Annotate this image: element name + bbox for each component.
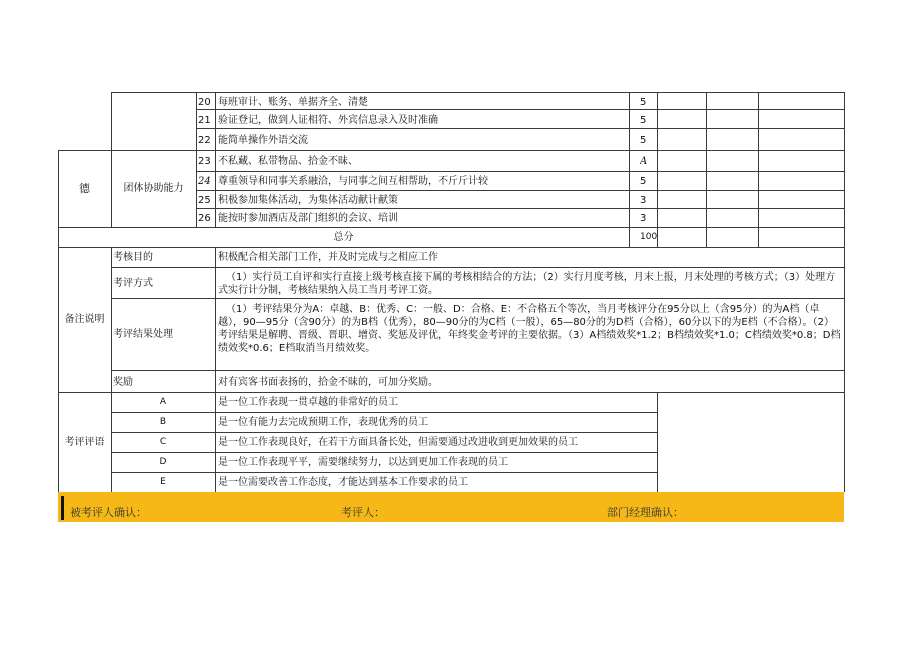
grid-line [657,392,658,492]
section-label-de: 德 [79,182,90,195]
item-description: 每班审计、账务、单据齐全、清楚 [218,96,368,108]
item-description: 积极参加集体活动，为集体活动献计献策 [218,194,398,206]
grade-letter: B [159,417,167,427]
grid-line [58,247,844,248]
grade-description: 是一位需要改善工作态度，才能达到基本工作要求的员工 [218,477,468,488]
grid-line [629,92,630,247]
grade-description: 是一位工作表现良好，在若干方面具备长处，但需要通过改进收到更加效果的员工 [218,437,578,448]
grade-letter: C [159,437,167,447]
appraisal-form-table [58,92,844,522]
item-description: 不私藏、私带物品、拾金不昧、 [218,155,358,167]
item-number: 25 [198,194,211,206]
item-number: 23 [198,155,211,167]
grade-description: 是一位工作表现平平，需要继续努力，以达到更加工作表现的员工 [218,457,508,468]
item-number: 24 [198,175,211,187]
grid-line [111,92,844,93]
grades-label: 考评评语 [64,436,105,448]
appraiser-label: 考评人： [341,506,385,519]
item-score: 3 [640,194,647,206]
grid-line [196,190,844,191]
item-number: 21 [198,114,211,126]
grid-line [196,109,844,110]
confirmation-footer [58,492,844,522]
purpose-label: 考核目的 [113,252,153,263]
reward-text: 对有宾客书面表扬的，拾金不昧的，可加分奖励。 [218,376,438,388]
grid-line [706,92,707,247]
grid-line [111,267,844,268]
footer-marker [61,496,64,520]
grid-line [196,208,844,209]
grid-line [657,92,658,247]
grid-line [111,370,844,371]
total-label: 总分 [333,232,354,243]
notes-label: 备注说明 [64,314,105,325]
item-description: 尊重领导和同事关系融洽，与同事之间互相帮助，不斤斤计较 [218,175,488,187]
grid-line [758,92,759,247]
item-number: 26 [198,212,211,224]
grid-line [196,171,844,172]
result-label: 考评结果处理 [113,329,173,340]
grade-letter: E [160,477,166,487]
result-text: （1）考评结果分为A：卓越、B：优秀、C：一般、D：合格、E：不合格五个等次，当月考核评分在95分以上（含95分）的为A档（卓越），90—95分（含90分）的为B档（优秀），80—90分的为C档（一般），65—80分的为D档（合格），60分以下的为E档（不合格）。（2）考评结果是解聘、晋级、晋职、增资、奖惩及评优，年终奖金考评的主要依据。（3）A档绩效奖*1.2；B档绩效奖*1.0；C档绩效奖*0.8；D档绩效奖*0.6；E档取消当月绩效奖。 [218,304,841,354]
reward-label: 奖励 [113,376,133,388]
purpose-text: 积极配合相关部门工作，并及时完成与之相应工作 [218,252,438,263]
item-number: 20 [198,96,211,108]
item-description: 能简单操作外语交流 [218,134,308,146]
manager-confirm-label: 部门经理确认： [607,506,684,519]
grade-letter: D [159,457,167,467]
grid-line [196,128,844,129]
item-description: 验证登记，做到人证相符、外宾信息录入及时准确 [218,114,438,126]
item-score: 3 [640,212,647,224]
item-description: 能按时参加酒店及部门组织的会议、培训 [218,212,398,224]
item-score: 5 [640,134,647,146]
grid-line [215,92,216,227]
item-number: 22 [198,134,211,146]
grid-line [215,247,216,492]
appraisee-confirm-label: 被考评人确认： [70,506,147,519]
item-score: 5 [640,96,647,108]
method-text: （1）实行员工自评和实行直接上级考核直接下属的考核相结合的方法；（2）实行月度考核，月末上报，月末处理的考核方式；（3）处理方式实行计分制，考核结果纳入员工当月考评工资。 [218,272,836,296]
item-score: 5 [640,114,647,126]
grade-description: 是一位工作表现一贯卓越的非常好的员工 [218,397,398,408]
method-label: 考评方式 [113,277,153,289]
grid-line [196,92,197,227]
grade-description: 是一位有能力去完成预期工作，表现优秀的员工 [218,417,428,428]
sub-section-label-teamwork: 团体协助能力 [123,183,184,194]
total-value: 100 [640,232,657,242]
item-score: A [640,155,648,167]
grid-line [844,92,845,492]
grade-letter: A [159,397,167,407]
item-score: 5 [640,175,647,187]
